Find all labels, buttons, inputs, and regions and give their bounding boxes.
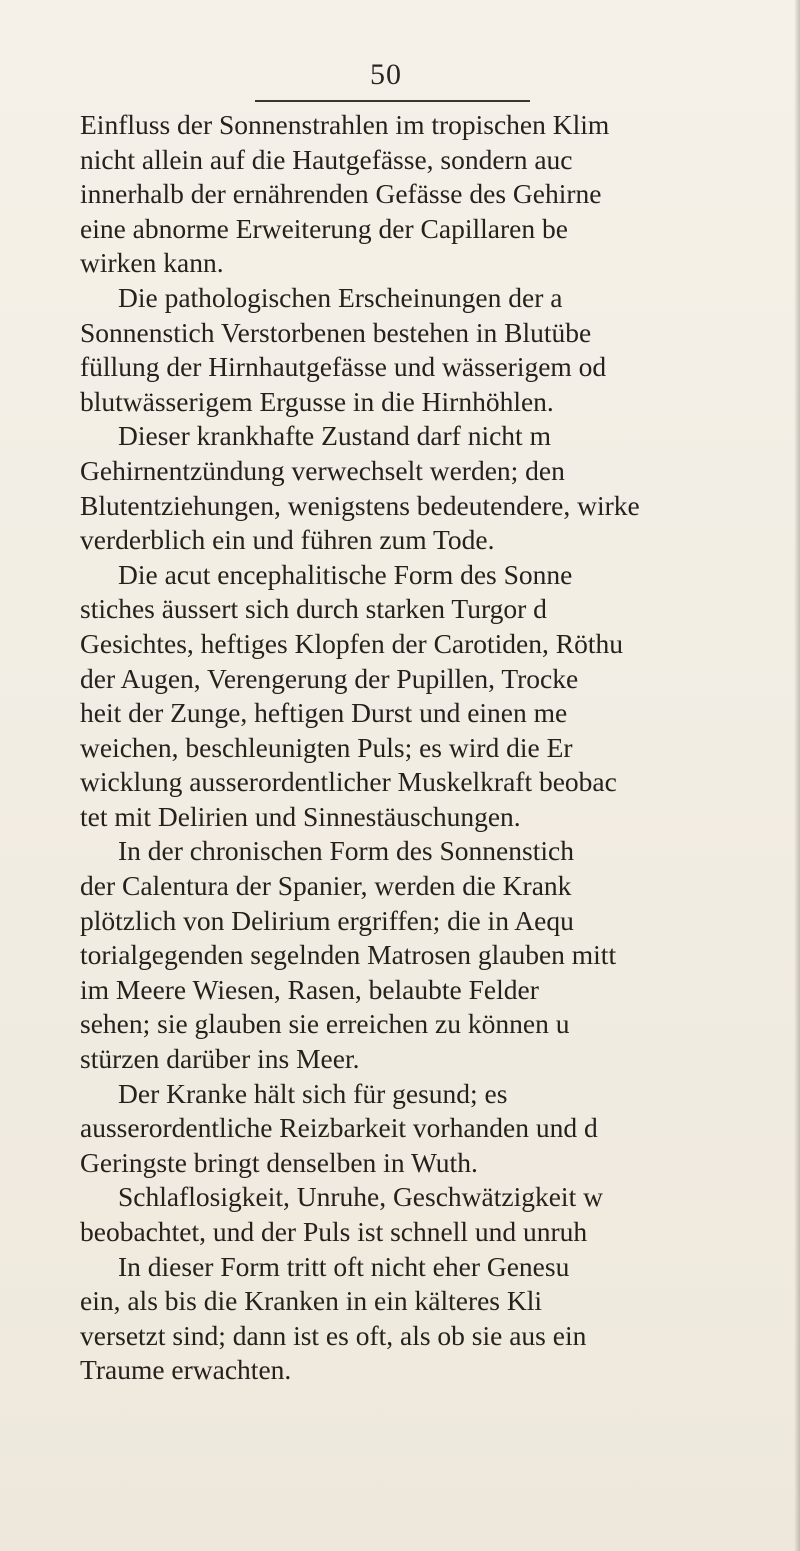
text-line: ausserordentliche Reizbarkeit vorhanden und d xyxy=(80,1112,598,1144)
text-line: nicht allein auf die Hautgefässe, sondern auc xyxy=(80,143,573,175)
header-rule xyxy=(255,100,530,102)
text-line: Sonnenstich Verstorbenen bestehen in Blutübe xyxy=(80,316,592,348)
text-line: füllung der Hirnhautgefässe und wässerigem od xyxy=(80,351,607,383)
text-line: sehen; sie glauben sie erreichen zu können u xyxy=(80,1008,570,1040)
text-line: plötzlich von Delirium ergriffen; die in Aequ xyxy=(80,904,574,936)
text-line: im Meere Wiesen, Rasen, belaubte Felder xyxy=(80,973,539,1005)
text-line: stürzen darüber ins Meer. xyxy=(80,1043,360,1075)
text-line: Die pathologischen Erscheinungen der a xyxy=(118,281,563,313)
text-line: tet mit Delirien und Sinnestäuschungen. xyxy=(80,800,521,832)
text-line: Blutentziehungen, wenigstens bedeutendere, wirke xyxy=(80,489,640,521)
text-line: In dieser Form tritt oft nicht eher Genesu xyxy=(118,1250,570,1282)
text-line: wicklung ausserordentlicher Muskelkraft beobac xyxy=(80,766,617,798)
text-line: versetzt sind; dann ist es oft, als ob sie aus ein xyxy=(80,1319,587,1351)
text-line: heit der Zunge, heftigen Durst und einen me xyxy=(80,697,568,729)
text-line: ein, als bis die Kranken in ein kälteres Kli xyxy=(80,1285,543,1317)
text-line: Traume erwachten. xyxy=(80,1354,292,1386)
text-line: blutwässerigem Ergusse in die Hirnhöhlen. xyxy=(80,385,554,417)
text-line: beobachtet, und der Puls ist schnell und unruh xyxy=(80,1216,588,1247)
text-line: der Calentura der Spanier, werden die Krank xyxy=(80,870,572,902)
text-line: innerhalb der ernährenden Gefässe des Gehirne xyxy=(80,178,602,210)
text-line: Gehirnentzündung verwechselt werden; den xyxy=(80,454,565,486)
text-line: Gesichtes, heftiges Klopfen der Carotiden, Röthu xyxy=(80,627,623,659)
text-line: torialgegenden segelnden Matrosen glauben mitt xyxy=(80,939,617,971)
text-line: der Augen, Verengerung der Pupillen, Trocke xyxy=(80,662,579,694)
text-line: weichen, beschleunigten Puls; es wird die Er xyxy=(80,731,573,763)
text-line: wirken kann. xyxy=(80,247,224,279)
page-number: 50 xyxy=(370,58,402,91)
text-line: Der Kranke hält sich für gesund; es xyxy=(118,1077,508,1109)
text-line: eine abnorme Erweiterung der Capillaren be xyxy=(80,212,568,244)
text-line: Schlaflosigkeit, Unruhe, Geschwätzigkeit w xyxy=(118,1181,603,1213)
text-line: Geringste bringt denselben in Wuth. xyxy=(80,1146,478,1178)
text-line: Die acut encephalitische Form des Sonne xyxy=(118,558,573,590)
text-line: verderblich ein und führen zum Tode. xyxy=(80,524,495,556)
text-line: Einfluss der Sonnenstrahlen im tropischen Klim xyxy=(80,109,610,140)
body-text xyxy=(80,108,800,1388)
text-line: stiches äussert sich durch starken Turgor d xyxy=(80,593,547,625)
text-line: Dieser krankhafte Zustand darf nicht m xyxy=(118,420,551,452)
text-line: In der chronischen Form des Sonnenstich xyxy=(118,835,574,867)
